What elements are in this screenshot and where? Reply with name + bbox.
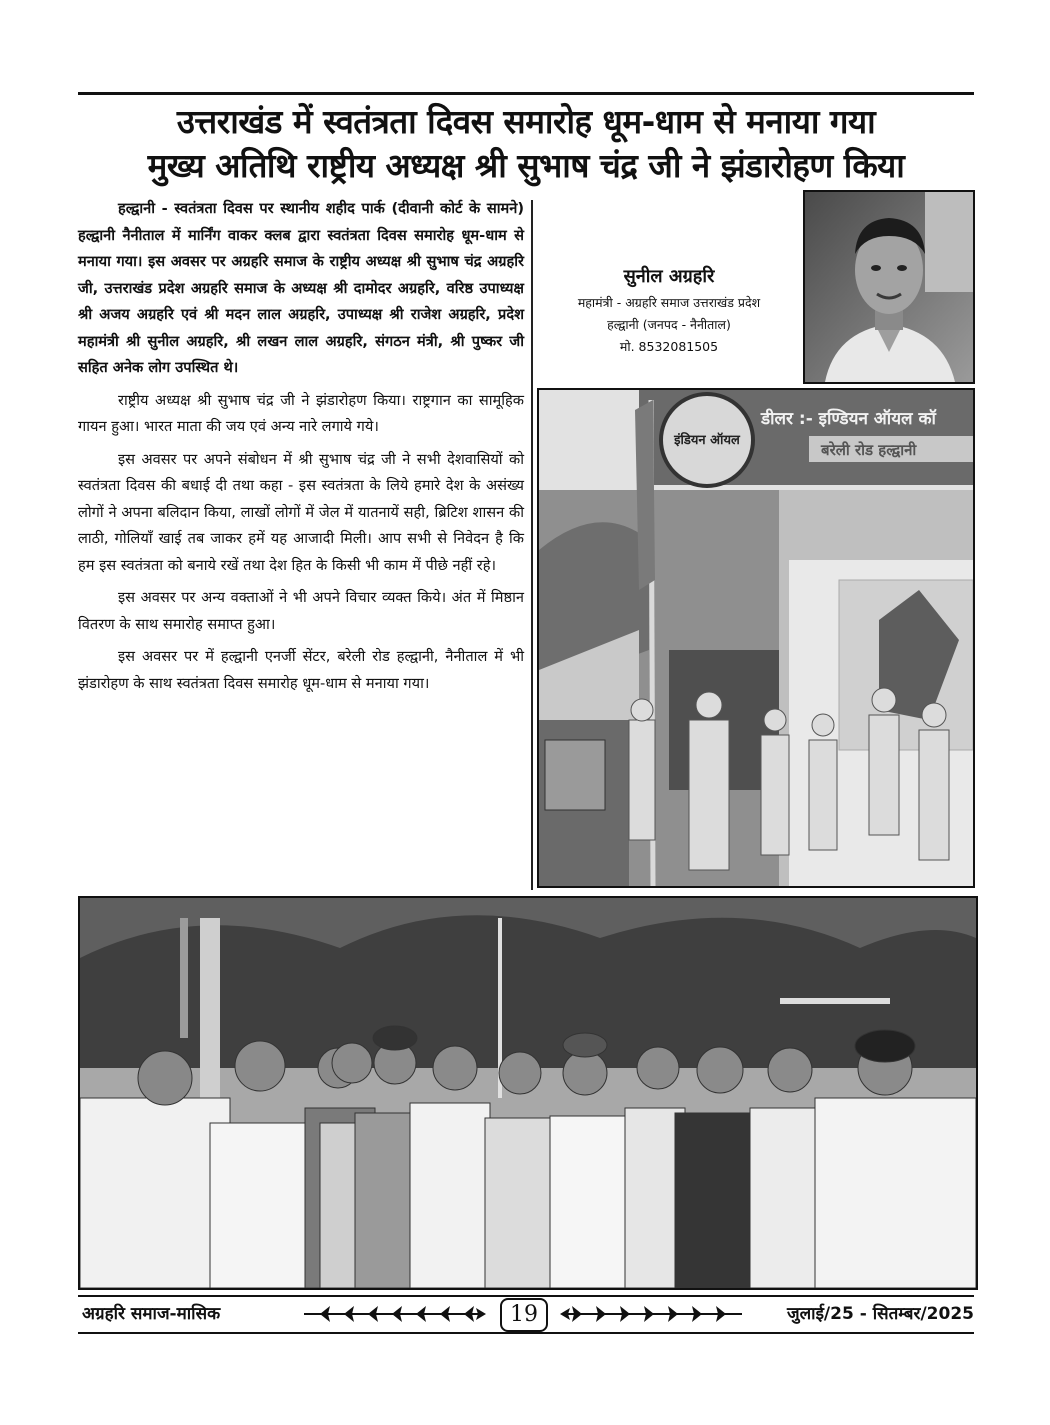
- page-number: 19: [500, 1298, 548, 1332]
- author-location: हल्द्वानी (जनपद - नैनीताल): [607, 317, 731, 332]
- headline-line-2: मुख्य अतिथि राष्ट्रीय अध्यक्ष श्री सुभाष चंद्र जी ने झंडारोहण किया: [147, 146, 905, 185]
- column-divider: [531, 200, 533, 890]
- author-portrait-photo: [803, 190, 975, 384]
- group-photo: [78, 896, 978, 1290]
- footer-ornament-left: [300, 1302, 490, 1326]
- author-title: महामंत्री - अग्रहरि समाज उत्तराखंड प्रदेश: [577, 295, 761, 310]
- author-name: सुनील अग्रहरि: [623, 266, 715, 287]
- footer-magazine-name: अग्रहरि समाज-मासिक: [82, 1304, 221, 1324]
- author-phone: मो. 8532081505: [619, 339, 719, 354]
- article-paragraph: इस अवसर पर अन्य वक्ताओं ने भी अपने विचार व्यक्त किये। अंत में मिष्ठान वितरण के साथ समारोह समाप्त हुआ।: [78, 589, 524, 633]
- headline-line-1: उत्तराखंड में स्वतंत्रता दिवस समारोह धूम-धाम से मनाया गया: [176, 102, 876, 141]
- author-block: [540, 262, 798, 358]
- footer-top-rule: [78, 1295, 974, 1297]
- footer-bottom-rule: [78, 1332, 974, 1334]
- article-paragraph: इस अवसर पर अपने संबोधन में श्री सुभाष चंद्र जी ने सभी देशवासियों को स्वतंत्रता दिवस की बधाई दी तथा कहा - इस स्वतंत्रता के लिये हमारे देश के असंख्य लोगों ने अपना बलिदान किया, लाखों लोगों में जेल में यातनायें सही, ब्रिटिश शासन की लाठी, गोलियाँ खाई तब जाकर हमें यह आजादी मिली। आप सभी से निवेदन है कि हम इस स्वतंत्रता को बनाये रखें तथा देश हित के किसी भी काम में पीछे नहीं रहे।: [78, 450, 524, 574]
- signboard-road-text: बरेली रोड हल्द्वानी: [821, 441, 917, 459]
- article-paragraph: हल्द्वानी - स्वतंत्रता दिवस पर स्थानीय शहीद पार्क (दीवानी कोर्ट के सामने) हल्द्वानी नैनीताल में मार्निंग वाकर क्लब द्वारा स्वतंत्रता दिवस समारोह धूम-धाम से मनाया गया। इस अवसर पर अग्रहरि समाज के राष्ट्रीय अध्यक्ष श्री सुभाष चंद्र अग्रहरि जी, उत्तराखंड प्रदेश अग्रहरि समाज के अध्यक्ष श्री दामोदर अग्रहरि, वरिष्ठ उपाध्यक्ष श्री अजय अग्रहरि एवं श्री मदन लाल अग्रहरि, उपाध्यक्ष श्री राजेश अग्रहरि, प्रदेश महामंत्री श्री सुनील अग्रहरि, श्री लखन लाल अग्रहरि, संगठन मंत्री, श्री पुष्कर जी सहित अनेक लोग उपस्थित थे।: [78, 200, 524, 376]
- article-paragraph: इस अवसर पर में हल्द्वानी एनर्जी सेंटर, बरेली रोड हल्द्वानी, नैनीताल में भी झंडारोहण के साथ स्वतंत्रता दिवस समारोह धूम-धाम से मनाया गया।: [78, 648, 524, 692]
- footer-ornament-right: [556, 1302, 746, 1326]
- signboard-logo-text: इंडियन ऑयल: [674, 433, 740, 448]
- flag-hoisting-photo: [537, 388, 975, 888]
- top-rule: [78, 92, 974, 95]
- footer-issue-date: जुलाई/25 - सितम्बर/2025: [787, 1304, 974, 1324]
- article-body: [78, 196, 524, 703]
- signboard-dealer-text: डीलर :- इण्डियन ऑयल कॉ: [761, 409, 936, 429]
- article-paragraph: राष्ट्रीय अध्यक्ष श्री सुभाष चंद्र जी ने झंडारोहण किया। राष्ट्रगान का सामूहिक गायन हुआ। भारत माता की जय एवं अन्य नारे लगाये गये।: [78, 391, 524, 435]
